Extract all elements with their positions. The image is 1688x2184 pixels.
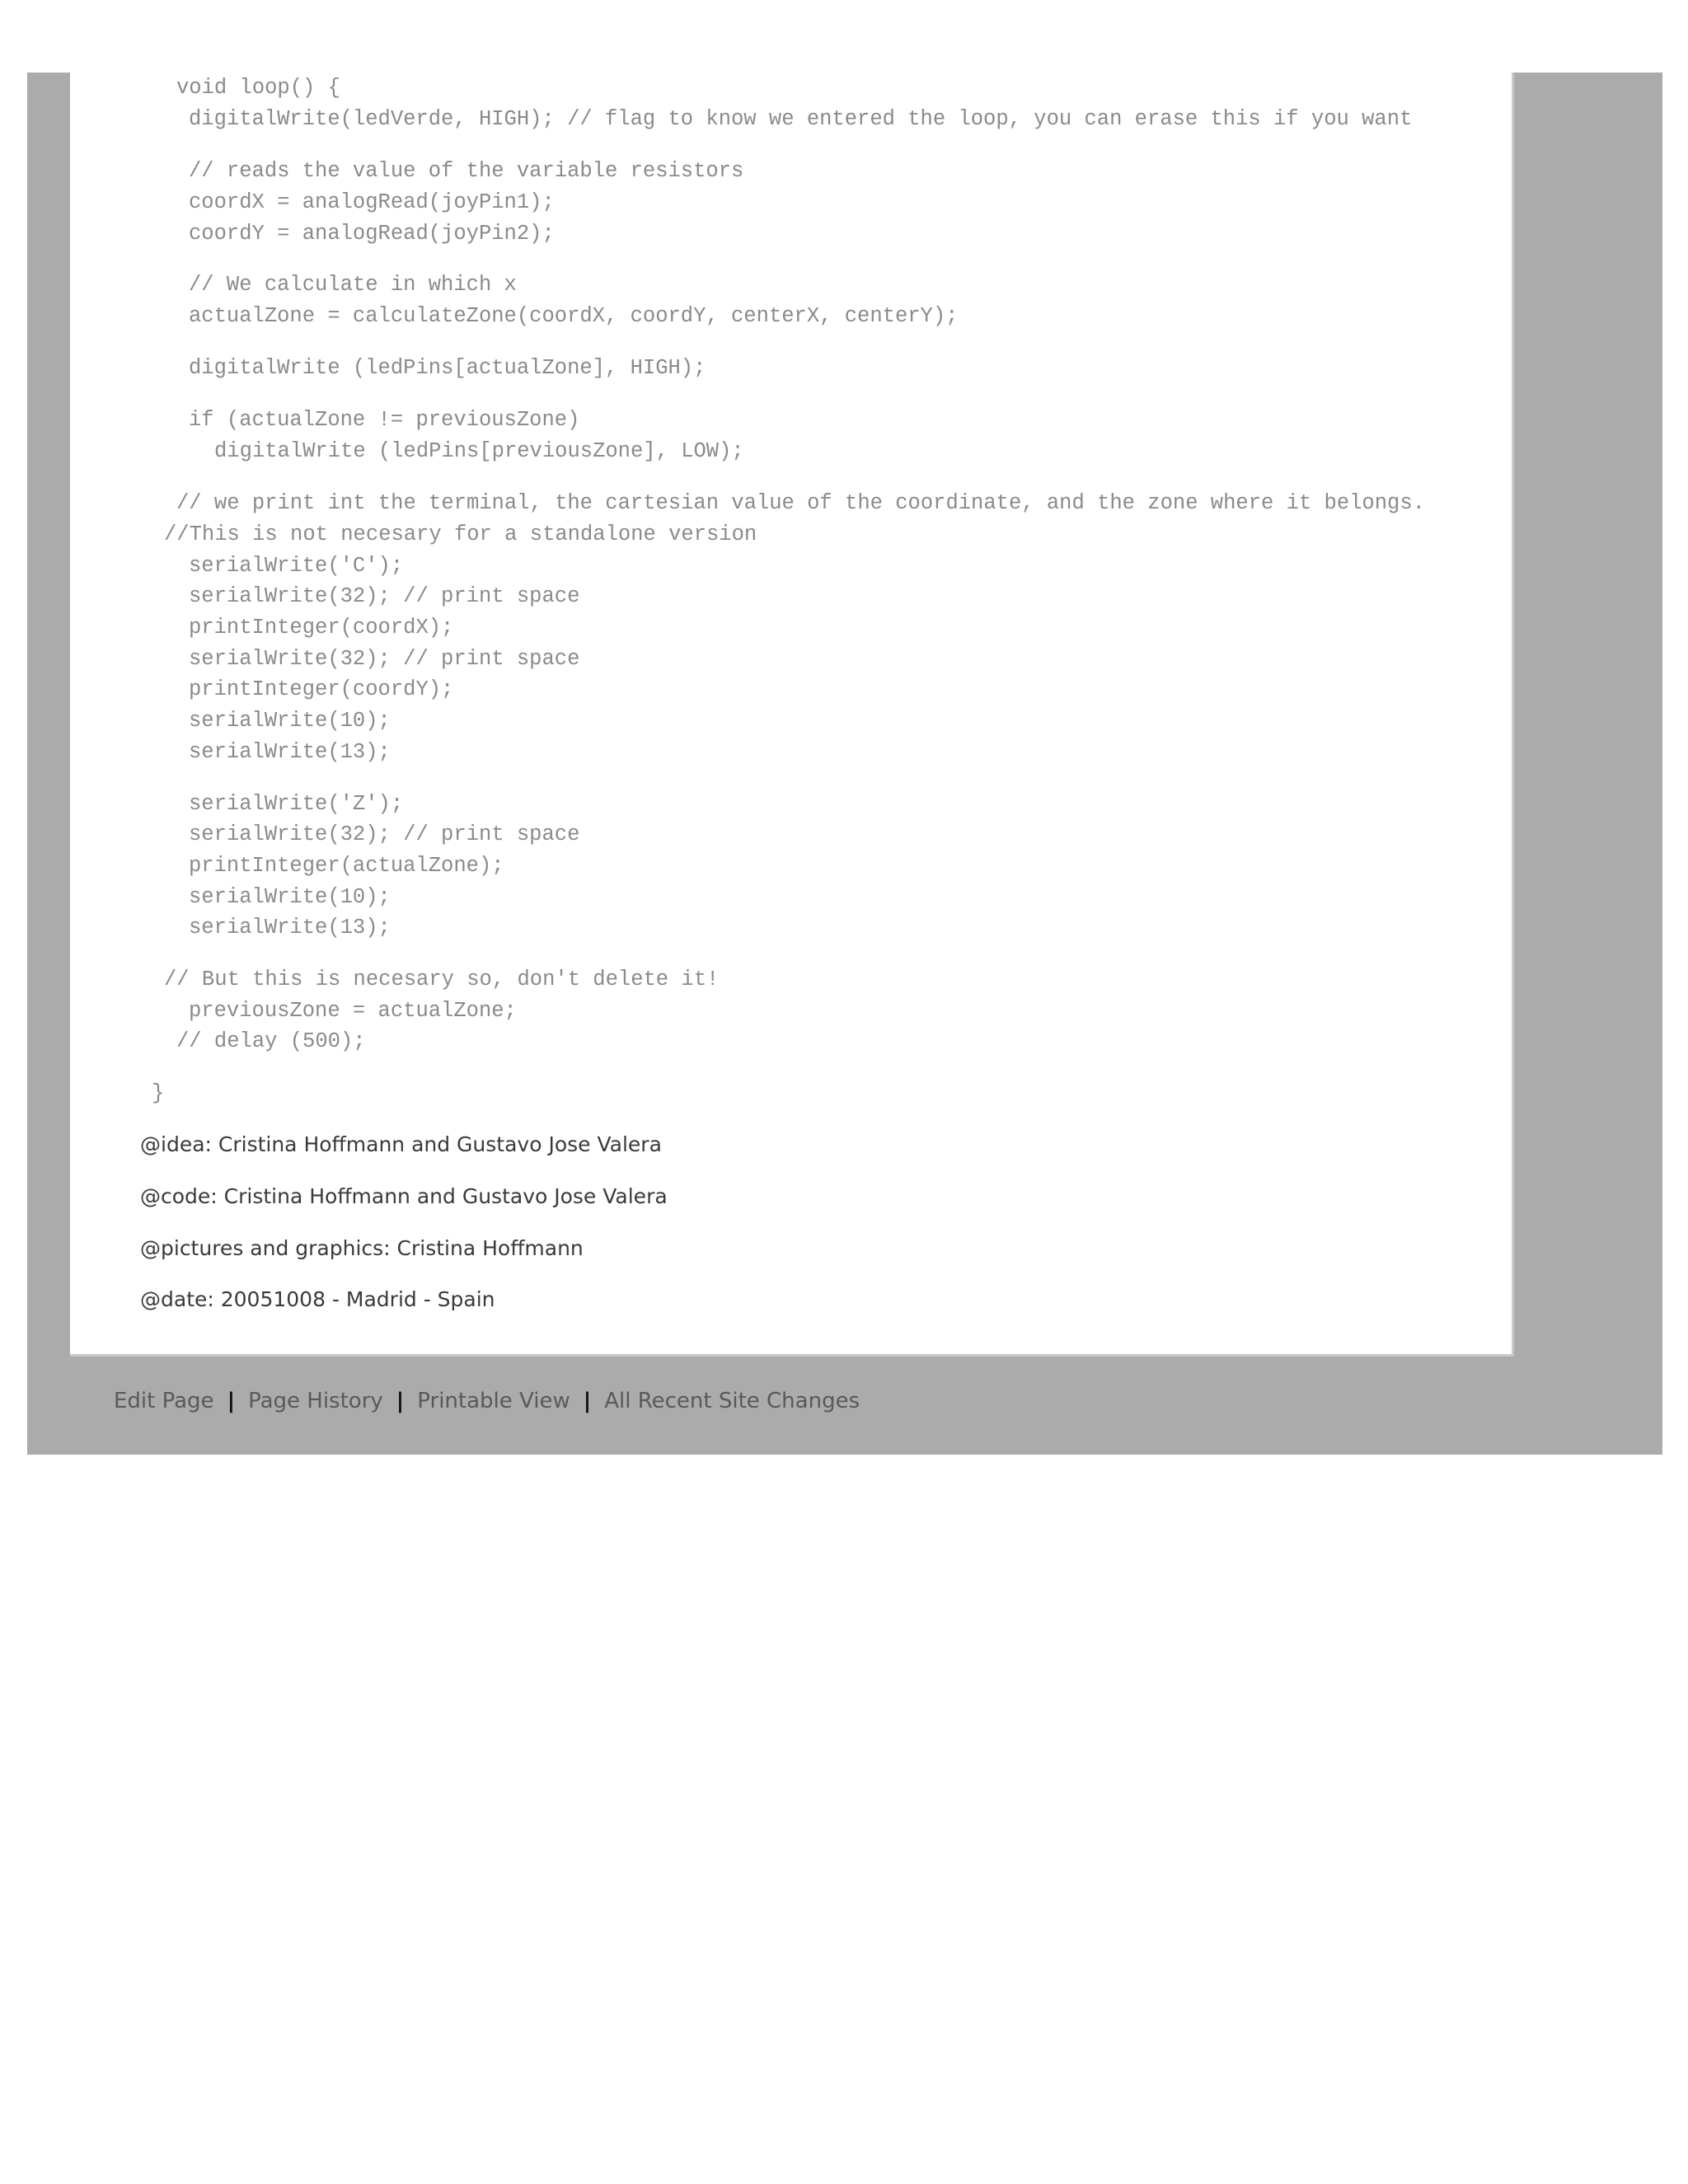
page-history-link[interactable]: Page History: [248, 1389, 383, 1413]
footer-separator: |: [227, 1389, 236, 1413]
content-panel: [70, 73, 1514, 1357]
code-line: previousZone = actualZone;: [189, 999, 517, 1023]
code-line: coordX = analogRead(joyPin1);: [189, 190, 555, 214]
code-line: coordY = analogRead(joyPin2);: [189, 222, 555, 246]
code-line: if (actualZone != previousZone): [189, 408, 580, 432]
credit-pictures: @pictures and graphics: Cristina Hoffmann: [140, 1236, 584, 1260]
credit-idea: @idea: Cristina Hoffmann and Gustavo Jose Valera: [140, 1132, 662, 1156]
footer-separator: |: [583, 1389, 592, 1413]
code-line: void loop() {: [176, 76, 340, 100]
code-line: serialWrite(32); // print space: [189, 823, 580, 846]
code-line: printInteger(coordY);: [189, 677, 454, 701]
footer-nav: [114, 1383, 860, 1419]
code-line: digitalWrite(ledVerde, HIGH); // flag to know we entered the loop, you can erase this if you want: [189, 107, 1413, 131]
code-line: // we print int the terminal, the cartesian value of the coordinate, and the zone where it belongs.: [176, 491, 1425, 515]
code-line: serialWrite(13);: [189, 916, 391, 940]
code-line: // reads the value of the variable resistors: [189, 159, 744, 183]
code-line: actualZone = calculateZone(coordX, coordY, centerX, centerY);: [189, 304, 959, 328]
code-line: serialWrite('C');: [189, 554, 404, 578]
code-line: printInteger(actualZone);: [189, 854, 504, 878]
code-line: digitalWrite (ledPins[actualZone], HIGH);: [189, 356, 706, 380]
code-line: serialWrite(32); // print space: [189, 647, 580, 671]
all-recent-site-changes-link[interactable]: All Recent Site Changes: [604, 1389, 860, 1413]
code-line: serialWrite(32); // print space: [189, 584, 580, 608]
edit-page-link[interactable]: Edit Page: [114, 1389, 214, 1413]
code-line: printInteger(coordX);: [189, 616, 454, 640]
code-line: // delay (500);: [176, 1029, 366, 1053]
footer-separator: |: [396, 1389, 405, 1413]
code-line: digitalWrite (ledPins[previousZone], LOW);: [214, 439, 744, 463]
printable-view-link[interactable]: Printable View: [417, 1389, 570, 1413]
code-line: serialWrite(10);: [189, 709, 391, 733]
code-line: // We calculate in which x: [189, 273, 517, 297]
code-line: serialWrite('Z');: [189, 792, 404, 816]
code-line: // But this is necesary so, don't delete it!: [164, 968, 720, 991]
credit-date: @date: 20051008 - Madrid - Spain: [140, 1287, 495, 1311]
code-line: serialWrite(13);: [189, 740, 391, 764]
page-frame: [27, 73, 1662, 1455]
code-line: }: [152, 1081, 165, 1105]
code-line: serialWrite(10);: [189, 885, 391, 909]
code-line: //This is not necesary for a standalone version: [164, 523, 757, 546]
credit-code: @code: Cristina Hoffmann and Gustavo Jose Valera: [140, 1184, 668, 1208]
